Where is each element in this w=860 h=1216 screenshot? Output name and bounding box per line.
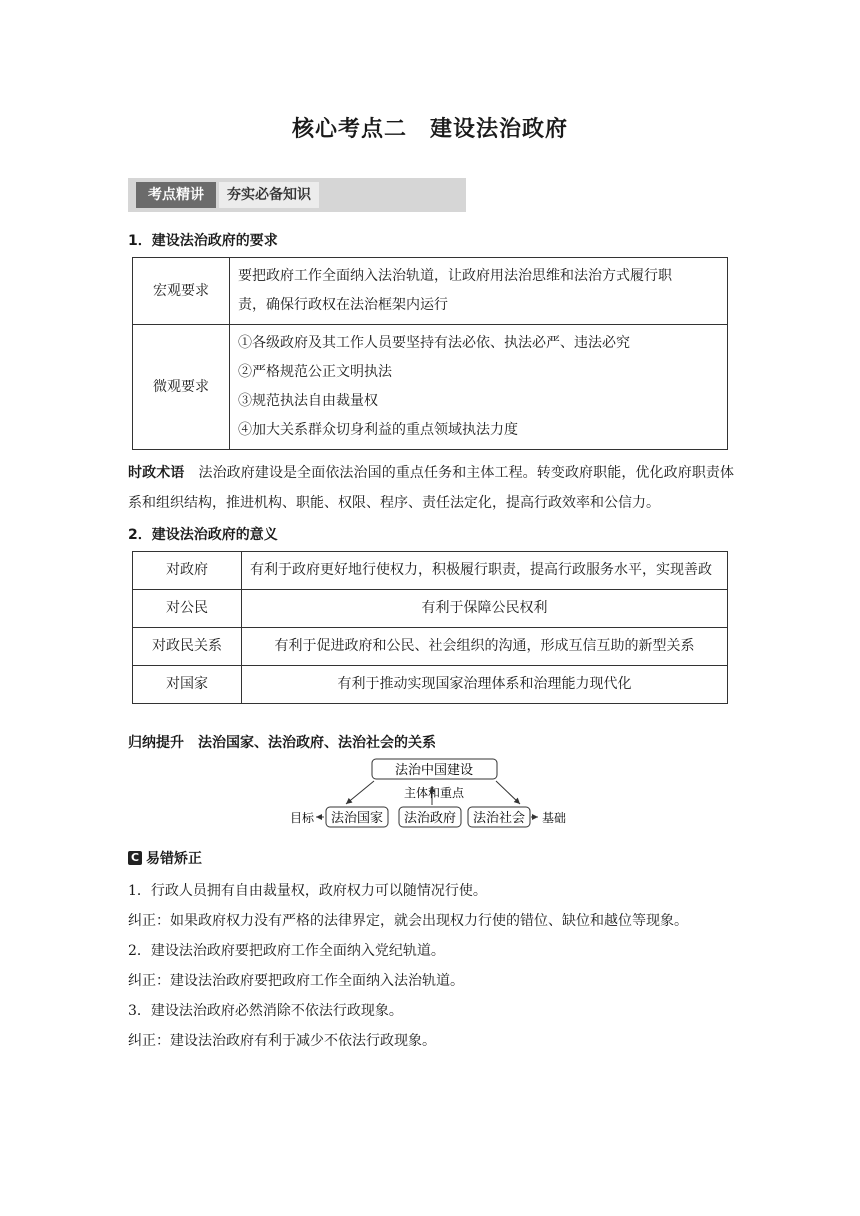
error-answer: 纠正：如果政府权力没有严格的法律界定，就会出现权力行使的错位、缺位和越位等现象。 [128,913,688,929]
summary-label: 归纳提升 [128,735,184,751]
content-line: ②严格规范公正文明执法 [238,364,392,380]
error-question: 2．建设法治政府要把政府工作全面纳入党纪轨道。 [128,943,445,959]
c-icon: C [128,851,142,865]
term-text: 法治政府建设是全面依法治国的重点任务和主体工程。转变政府职能，优化政府职责体系和组织结构，推进机构、职能、权限、程序、责任法定化，提高行政效率和公信力。 [128,465,735,511]
error-answer: 纠正：建设法治政府要把政府工作全面纳入法治轨道。 [128,973,464,989]
content-line: ③规范执法自由裁量权 [238,393,378,409]
section1-heading: 1．建设法治政府的要求 [128,233,278,249]
table-cell-label: 微观要求 [133,325,230,450]
diagram-top-label: 法治中国建设 [394,763,474,778]
diagram-box-label: 法治政府 [403,811,457,826]
content-line: 要把政府工作全面纳入法治轨道，让政府用法治思维和法治方式履行职 [238,268,672,284]
banner-label: 考点精讲 [136,182,216,208]
section2-heading: 2．建设法治政府的意义 [128,527,278,543]
error-answer: 纠正：建设法治政府有利于减少不依法行政现象。 [128,1033,436,1049]
content-line: ①各级政府及其工作人员要坚持有法必依、执法必严、违法必究 [238,335,630,351]
table-cell-label: 对公民 [133,590,242,628]
summary-text: 法治国家、法治政府、法治社会的关系 [184,735,436,751]
content-line: ④加大关系群众切身利益的重点领域执法力度 [238,422,518,438]
diagram-arrow [496,781,520,804]
table-cell-label: 对政民关系 [133,628,242,666]
diagram-arrow [346,781,374,804]
error-question: 1．行政人员拥有自由裁量权，政府权力可以随情况行使。 [128,883,487,899]
table-cell-content: 有利于政府更好地行使权力，积极履行职责，提高行政服务水平，实现善政 [242,552,728,590]
table-cell-content: 有利于推动实现国家治理体系和治理能力现代化 [242,666,728,704]
error-correction-heading [128,848,202,868]
table-cell-content: 有利于促进政府和公民、社会组织的沟通，形成互信互助的新型关系 [242,628,728,666]
diagram-box-label: 法治社会 [472,811,526,826]
error-heading-label: 易错矫正 [146,851,202,867]
diagram-middle-label: 主体和重点 [403,786,465,800]
diagram-right-label: 基础 [542,811,567,825]
diagram-left-label: 目标 [290,811,315,825]
error-question: 3．建设法治政府必然消除不依法行政现象。 [128,1003,403,1019]
table-cell-label: 对国家 [133,666,242,704]
diagram-box-label: 法治国家 [330,811,384,826]
table-cell-content: 有利于保障公民权利 [242,590,728,628]
table-cell-label: 宏观要求 [133,258,230,325]
banner-sublabel: 夯实必备知识 [219,182,319,208]
table-cell-label: 对政府 [133,552,242,590]
page-title: 核心考点二 建设法治政府 [291,117,568,142]
term-label: 时政术语 [128,465,185,481]
content-line: 责，确保行政权在法治框架内运行 [238,297,448,313]
